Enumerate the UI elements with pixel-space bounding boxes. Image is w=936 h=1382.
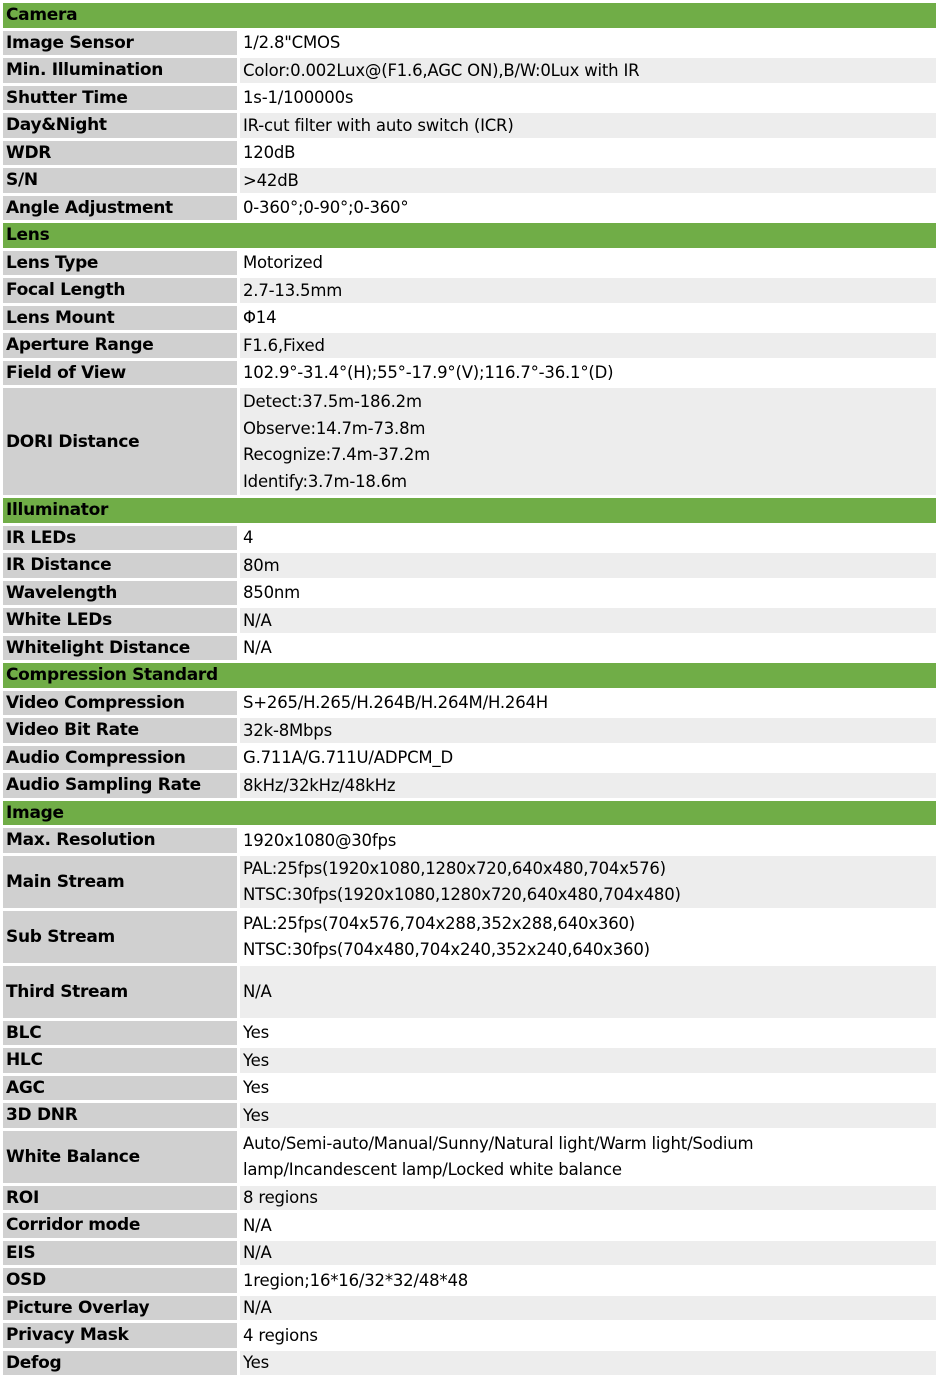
spec-label: Max. Resolution	[3, 828, 237, 853]
spec-row-corridor-mode	[3, 1213, 936, 1238]
spec-value-line: N/A	[243, 610, 272, 630]
spec-row-video-bit-rate	[3, 718, 936, 743]
spec-label: Privacy Mask	[3, 1323, 237, 1348]
spec-label: Lens Type	[3, 251, 237, 276]
spec-row-lens-mount	[3, 306, 936, 331]
spec-row-wdr	[3, 141, 936, 166]
spec-value-line: Recognize:7.4m-37.2m	[243, 445, 431, 465]
spec-value-line: Yes	[243, 1105, 270, 1125]
spec-value-line: Observe:14.7m-73.8m	[243, 418, 426, 438]
section-header-lens: Lens	[3, 223, 936, 248]
spec-row-field-of-view	[3, 361, 936, 386]
spec-value-line: 80m	[243, 555, 280, 575]
spec-value	[240, 1296, 936, 1321]
spec-value-line: lamp/Incandescent lamp/Locked white balance	[243, 1160, 622, 1179]
spec-row-wavelength	[3, 581, 936, 606]
spec-row-ir-distance	[3, 553, 936, 578]
spec-label: Defog	[3, 1351, 237, 1376]
spec-row-3d-dnr	[3, 1103, 936, 1128]
spec-value	[240, 1351, 936, 1376]
spec-label: Angle Adjustment	[3, 196, 237, 221]
spec-row-eis	[3, 1241, 936, 1266]
spec-label: Third Stream	[3, 966, 237, 1018]
spec-row-angle-adjustment	[3, 196, 936, 221]
spec-value-line: IR-cut filter with auto switch (ICR)	[243, 115, 514, 135]
spec-value	[240, 581, 936, 606]
spec-label: ROI	[3, 1186, 237, 1211]
spec-value	[240, 828, 936, 853]
spec-value	[240, 1131, 936, 1183]
spec-row-main-stream	[3, 856, 936, 908]
spec-label: Min. Illumination	[3, 58, 237, 83]
spec-row-focal-length	[3, 278, 936, 303]
section-header-camera: Camera	[3, 3, 936, 28]
spec-label: Shutter Time	[3, 86, 237, 111]
spec-value-line: Φ14	[243, 308, 277, 328]
spec-value-line: Yes	[243, 1078, 270, 1098]
spec-label: Video Bit Rate	[3, 718, 237, 743]
spec-row-roi	[3, 1186, 936, 1211]
spec-label: Whitelight Distance	[3, 636, 237, 661]
spec-value	[240, 1213, 936, 1238]
spec-label: Audio Compression	[3, 746, 237, 771]
spec-value-line: 0-360°;0-90°;0-360°	[243, 198, 409, 218]
spec-value	[240, 856, 936, 908]
spec-label: S/N	[3, 168, 237, 193]
spec-value-line: N/A	[243, 638, 272, 658]
spec-value	[240, 746, 936, 771]
spec-label: 3D DNR	[3, 1103, 237, 1128]
spec-row-sub-stream	[3, 911, 936, 963]
spec-row-s-n	[3, 168, 936, 193]
spec-row-whitelight-distance	[3, 636, 936, 661]
spec-value	[240, 306, 936, 331]
spec-label: Video Compression	[3, 691, 237, 716]
spec-row-image-sensor	[3, 31, 936, 56]
spec-value-line: 120dB	[243, 143, 296, 163]
spec-value-line: Color:0.002Lux@(F1.6,AGC ON),B/W:0Lux with IR	[243, 60, 640, 80]
spec-value	[240, 388, 936, 495]
spec-sheet-table	[3, 3, 936, 1378]
spec-label: IR LEDs	[3, 526, 237, 551]
spec-row-video-compression	[3, 691, 936, 716]
spec-value	[240, 86, 936, 111]
spec-value	[240, 608, 936, 633]
spec-label: Aperture Range	[3, 333, 237, 358]
spec-row-day-night	[3, 113, 936, 138]
spec-value	[240, 113, 936, 138]
spec-value-line: 1920x1080@30fps	[243, 830, 397, 850]
spec-value-line: Detect:37.5m-186.2m	[243, 391, 422, 411]
spec-row-third-stream	[3, 966, 936, 1018]
spec-value	[240, 1021, 936, 1046]
spec-value-line: PAL:25fps(1920x1080,1280x720,640x480,704x576)	[243, 859, 666, 878]
spec-label: Focal Length	[3, 278, 237, 303]
spec-label: WDR	[3, 141, 237, 166]
spec-value-line: S+265/H.265/H.264B/H.264M/H.264H	[243, 693, 549, 713]
spec-value-line: 102.9°-31.4°(H);55°-17.9°(V);116.7°-36.1°(D)	[243, 363, 614, 383]
spec-value	[240, 1241, 936, 1266]
section-header-image: Image	[3, 801, 936, 826]
spec-row-defog	[3, 1351, 936, 1376]
spec-value-line: Identify:3.7m-18.6m	[243, 472, 407, 492]
spec-value	[240, 196, 936, 221]
spec-value	[240, 1186, 936, 1211]
spec-value-line: 4 regions	[243, 1325, 318, 1345]
spec-value	[240, 333, 936, 358]
spec-value-line: 8kHz/32kHz/48kHz	[243, 775, 396, 795]
spec-row-hlc	[3, 1048, 936, 1073]
spec-label: Main Stream	[3, 856, 237, 908]
spec-value-line: Yes	[243, 1023, 270, 1043]
spec-row-ir-leds	[3, 526, 936, 551]
spec-value-line: Motorized	[243, 253, 323, 273]
spec-row-blc	[3, 1021, 936, 1046]
spec-value-line: N/A	[243, 1215, 272, 1235]
spec-value	[240, 1103, 936, 1128]
spec-value	[240, 966, 936, 1018]
spec-value	[240, 251, 936, 276]
spec-label: White LEDs	[3, 608, 237, 633]
spec-label: Image Sensor	[3, 31, 237, 56]
spec-label: EIS	[3, 1241, 237, 1266]
spec-value-line: F1.6,Fixed	[243, 335, 325, 355]
spec-value-line: NTSC:30fps(704x480,704x240,352x240,640x360)	[243, 940, 650, 959]
spec-value	[240, 718, 936, 743]
spec-value-line: 1/2.8"CMOS	[243, 33, 341, 53]
spec-label: White Balance	[3, 1131, 237, 1183]
spec-row-max-resolution	[3, 828, 936, 853]
spec-value-line: 8 regions	[243, 1188, 318, 1208]
spec-row-white-balance	[3, 1131, 936, 1183]
spec-value-line: Yes	[243, 1353, 270, 1373]
spec-row-shutter-time	[3, 86, 936, 111]
section-header-compression-standard: Compression Standard	[3, 663, 936, 688]
spec-value-line: >42dB	[243, 170, 299, 190]
spec-value-line: 4	[243, 528, 254, 548]
spec-value	[240, 278, 936, 303]
spec-value	[240, 31, 936, 56]
spec-row-audio-sampling-rate	[3, 773, 936, 798]
spec-value	[240, 168, 936, 193]
spec-value	[240, 636, 936, 661]
spec-value	[240, 1076, 936, 1101]
spec-value	[240, 911, 936, 963]
spec-value-line: NTSC:30fps(1920x1080,1280x720,640x480,704x480)	[243, 885, 681, 904]
spec-label: HLC	[3, 1048, 237, 1073]
spec-label: Audio Sampling Rate	[3, 773, 237, 798]
spec-value-line: N/A	[243, 982, 272, 1001]
spec-row-audio-compression	[3, 746, 936, 771]
spec-row-osd	[3, 1268, 936, 1293]
spec-row-dori-distance	[3, 388, 936, 495]
spec-value-line: 32k-8Mbps	[243, 720, 332, 740]
spec-value	[240, 691, 936, 716]
spec-label: Sub Stream	[3, 911, 237, 963]
spec-label: Lens Mount	[3, 306, 237, 331]
spec-value-line: N/A	[243, 1243, 272, 1263]
spec-value	[240, 773, 936, 798]
spec-value-line: 850nm	[243, 583, 301, 603]
spec-row-aperture-range	[3, 333, 936, 358]
spec-value	[240, 526, 936, 551]
spec-label: OSD	[3, 1268, 237, 1293]
spec-label: DORI Distance	[3, 388, 237, 495]
spec-value	[240, 553, 936, 578]
spec-label: Corridor mode	[3, 1213, 237, 1238]
spec-value	[240, 1323, 936, 1348]
spec-value-line: Auto/Semi-auto/Manual/Sunny/Natural light/Warm light/Sodium	[243, 1134, 754, 1153]
spec-value-line: N/A	[243, 1298, 272, 1318]
spec-label: BLC	[3, 1021, 237, 1046]
spec-value	[240, 141, 936, 166]
spec-row-white-leds	[3, 608, 936, 633]
spec-label: AGC	[3, 1076, 237, 1101]
spec-value-line: 2.7-13.5mm	[243, 280, 343, 300]
spec-label: Day&Night	[3, 113, 237, 138]
spec-value-line: 1s-1/100000s	[243, 88, 354, 108]
spec-label: Wavelength	[3, 581, 237, 606]
spec-row-picture-overlay	[3, 1296, 936, 1321]
spec-label: IR Distance	[3, 553, 237, 578]
spec-value	[240, 58, 936, 83]
spec-value-line: G.711A/G.711U/ADPCM_D	[243, 748, 453, 768]
spec-label: Picture Overlay	[3, 1296, 237, 1321]
spec-value	[240, 361, 936, 386]
spec-value-line: PAL:25fps(704x576,704x288,352x288,640x360)	[243, 914, 636, 933]
spec-label: Field of View	[3, 361, 237, 386]
spec-value	[240, 1268, 936, 1293]
spec-row-lens-type	[3, 251, 936, 276]
spec-row-agc	[3, 1076, 936, 1101]
spec-row-min-illumination	[3, 58, 936, 83]
spec-value-line: Yes	[243, 1050, 270, 1070]
section-header-illuminator: Illuminator	[3, 498, 936, 523]
spec-value-line: 1region;16*16/32*32/48*48	[243, 1270, 469, 1290]
spec-value	[240, 1048, 936, 1073]
spec-row-privacy-mask	[3, 1323, 936, 1348]
